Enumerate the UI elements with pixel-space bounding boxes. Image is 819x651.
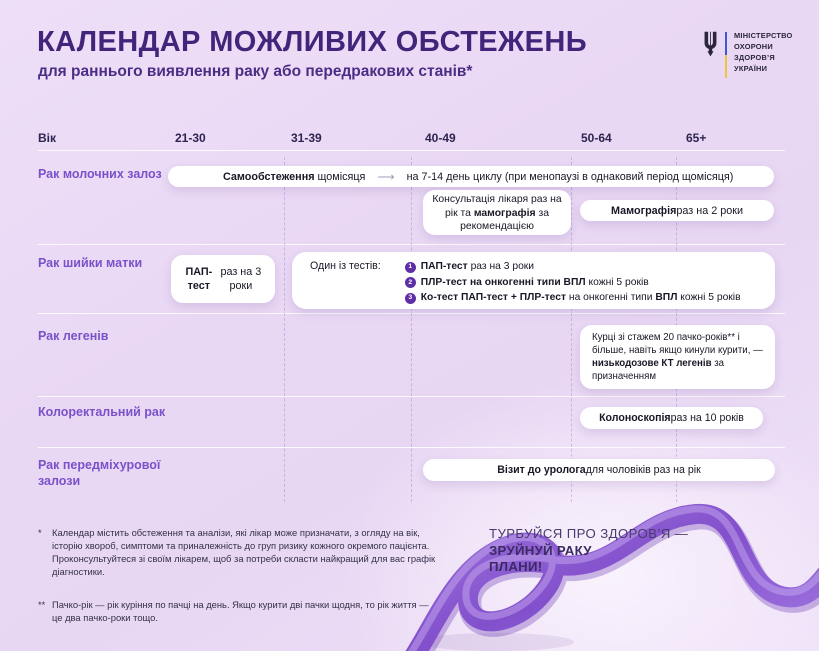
slogan-block <box>489 526 688 576</box>
column-divider-line <box>284 157 285 502</box>
pill-cervical-pap-test: ПАП-тест раз на 3 роки <box>171 255 275 303</box>
slogan-line: ЗРУЙНУЙ РАКУ <box>489 542 592 558</box>
pill-breast-self-exam <box>168 166 774 187</box>
footnote-calendar-disclaimer <box>38 527 436 579</box>
age-column-31-39: 31-39 <box>291 131 322 145</box>
logo-text-line: МІНІСТЕРСТВО <box>734 31 793 40</box>
page-title: КАЛЕНДАР МОЖЛИВИХ ОБСТЕЖЕНЬ <box>37 26 587 58</box>
column-divider-line <box>411 157 412 502</box>
test-options-intro: Один із тестів: <box>310 260 381 272</box>
row-label-prostate-cancer: Рак передміхурової залози <box>38 458 161 488</box>
arrow-right-icon: ⟶ <box>377 169 395 184</box>
age-column-65plus: 65+ <box>686 131 707 145</box>
row-label-cervical-cancer: Рак шийки матки <box>38 256 143 270</box>
row-label-colorectal-cancer: Колоректальний рак <box>38 405 166 419</box>
number-badge-3-icon: 3 <box>405 293 416 304</box>
number-badge-2-icon: 2 <box>405 277 416 288</box>
age-column-21-30: 21-30 <box>175 131 206 145</box>
logo-text-line: УКРАЇНИ <box>734 63 768 73</box>
page-subtitle: для раннього виявлення раку або передракових станів* <box>38 63 473 80</box>
footnote-marker: ** <box>38 599 46 610</box>
pill-urologist-visit: Візит до уролога для чоловіків раз на рік <box>423 459 775 481</box>
footnote-text: Календар містить обстеження та аналізи, які лікар може призначати, з огляду на вік, історію хвороб, симптоми та приналежність до груп ризику кожного окремого пацієнта. Проконсультуйтеся зі своїм лікарем, щоб за потреби скласти найкращий для вас графік діагностики. <box>52 527 436 577</box>
test-option-item: 2 ПЛР-тест на онкогенні типи ВПЛ кожні 5 років <box>405 276 741 291</box>
footnote-pack-year <box>38 599 436 625</box>
age-column-40-49: 40-49 <box>425 131 456 145</box>
pill-colonoscopy: Колоноскопія раз на 10 років <box>580 407 763 429</box>
slogan-line: ПЛАНИ! <box>489 559 543 574</box>
pill-cervical-test-options <box>292 252 775 309</box>
pill-breast-consult-mammography: Консультація лікаря раз на рік та мамографія за рекомендацією <box>423 190 571 235</box>
self-exam-detail-text: на 7-14 день циклу (при менопаузі в однаковий період щомісяця) <box>406 170 734 183</box>
number-badge-1-icon: 1 <box>405 262 416 273</box>
column-divider-line <box>571 157 572 502</box>
test-option-item: 1 ПАП-тест раз на 3 роки <box>405 260 741 275</box>
row-label-lung-cancer: Рак легенів <box>38 329 109 343</box>
test-option-item: 3 Ко-тест ПАП-тест + ПЛР-тест на онкогенні типи ВПЛ кожні 5 років <box>405 291 741 306</box>
pill-breast-mammography-2yr: Мамографія раз на 2 роки <box>580 200 774 221</box>
age-column-50-64: 50-64 <box>581 131 612 145</box>
pill-lung-low-dose-ct: Курці зі стажем 20 пачко-років** і більше, навіть якщо кинули курити, — низькодозове КТ легенів за призначенням <box>580 325 775 389</box>
footnote-text: Пачко-рік — рік куріння по пачці на день. Якщо курити дві пачки щодня, то рік життя — це два пачко-роки тощо. <box>52 599 429 623</box>
logo-text-line: ОХОРОНИ <box>734 41 773 51</box>
ministry-logo <box>702 31 793 78</box>
self-exam-text: Самообстеження щомісяця <box>223 170 366 183</box>
logo-text-line: ЗДОРОВ’Я <box>734 52 775 62</box>
footnote-marker: * <box>38 527 42 538</box>
row-label-breast-cancer: Рак молочних залоз <box>38 167 162 181</box>
logo-divider <box>725 32 727 78</box>
slogan-line: ТУРБУЙСЯ ПРО ЗДОРОВ’Я — <box>489 526 689 541</box>
age-axis-label: Вік <box>38 131 57 145</box>
header-separator-line <box>38 150 785 151</box>
trident-icon <box>702 31 719 63</box>
